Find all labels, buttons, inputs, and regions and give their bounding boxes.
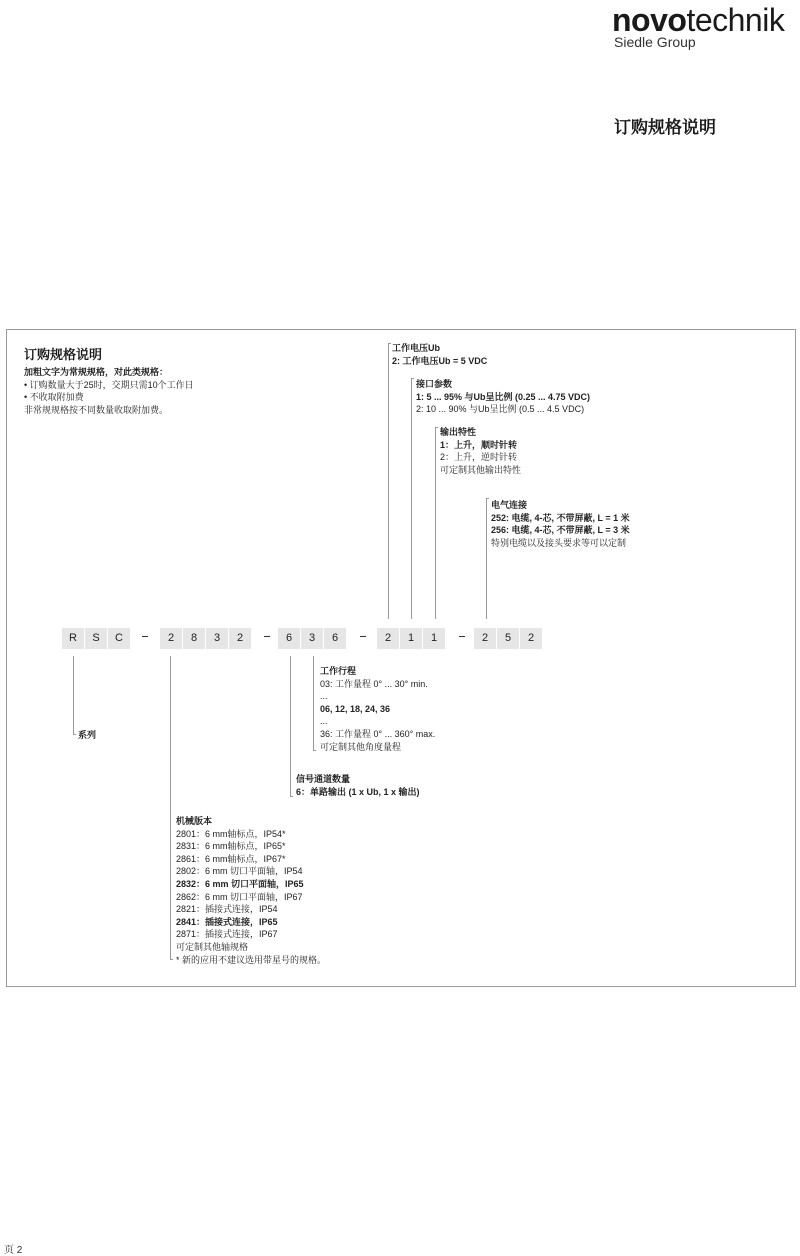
code-cell: 2 xyxy=(520,628,542,649)
code-separator xyxy=(459,636,465,637)
option-voltage xyxy=(392,342,487,367)
option-line: 2: 工作电压Ub = 5 VDC xyxy=(392,355,488,366)
option-line: 2: 10 ... 90% 与Ub呈比例 (0.5 ... 4.5 VDC) xyxy=(416,404,585,415)
leader-voltage-tick xyxy=(388,343,391,344)
note-line: 加粗文字为常规规格，对此类规格： xyxy=(24,367,169,377)
option-output xyxy=(440,426,521,476)
brand-logo: novotechnik xyxy=(612,2,785,38)
code-cell: 3 xyxy=(301,628,323,649)
leader-channels-tick xyxy=(290,796,293,797)
leader-travel xyxy=(313,656,314,750)
leader-mechanical xyxy=(170,656,171,959)
note-line: • 不收取附加费 xyxy=(24,392,84,403)
code-cell: 2 xyxy=(474,628,496,649)
option-line: 2831：6 mm轴标点，IP65* xyxy=(176,841,286,852)
leader-mechanical-tick xyxy=(170,959,173,960)
option-line: 256: 电缆, 4-芯, 不带屏蔽, L = 3 米 xyxy=(491,525,630,536)
option-line: 2801：6 mm轴标点，IP54* xyxy=(176,828,286,839)
option-line: 可定制其他输出特性 xyxy=(440,464,522,475)
option-line: 可定制其他轴规格 xyxy=(176,941,249,952)
code-separator xyxy=(360,636,366,637)
option-title: 系列 xyxy=(78,730,97,740)
code-cell: 3 xyxy=(206,628,228,649)
option-title: 工作行程 xyxy=(320,666,357,676)
option-line: 36: 工作量程 0° ... 360° max. xyxy=(320,728,436,739)
leader-voltage xyxy=(388,343,389,619)
option-line: 2871：插接式连接，IP67 xyxy=(176,929,278,940)
code-cell: 5 xyxy=(497,628,519,649)
code-cell: 1 xyxy=(423,628,445,649)
box-notes xyxy=(24,366,194,416)
code-cell: 2 xyxy=(229,628,251,649)
option-line: 2802：6 mm 切口平面轴，IP54 xyxy=(176,866,303,877)
code-cell: 2 xyxy=(377,628,399,649)
page-number: 页 2 xyxy=(4,1245,23,1256)
option-line: ... xyxy=(320,716,328,727)
note-line: 非常规规格按不同数量收取附加费。 xyxy=(24,404,169,415)
option-line: * 新的应用不建议选用带星号的规格。 xyxy=(176,954,327,965)
code-cell: 6 xyxy=(324,628,346,649)
option-interface xyxy=(416,378,590,416)
box-title: 订购规格说明 xyxy=(24,347,103,362)
option-line: 可定制其他角度量程 xyxy=(320,741,402,752)
option-channels xyxy=(296,773,420,798)
code-separator xyxy=(264,636,270,637)
option-travel xyxy=(320,665,435,753)
leader-travel-tick xyxy=(313,750,316,751)
code-cell: S xyxy=(85,628,107,649)
code-cell: C xyxy=(108,628,130,649)
leader-electrical xyxy=(486,498,487,619)
option-title: 机械版本 xyxy=(176,816,213,826)
note-line: • 订购数量大于25时，交期只需10个工作日 xyxy=(24,379,194,390)
leader-interface-tick xyxy=(411,378,414,379)
option-title: 接口参数 xyxy=(416,379,453,389)
code-cell: R xyxy=(62,628,84,649)
option-line: ... xyxy=(320,691,328,702)
option-electrical xyxy=(491,499,630,549)
option-title: 信号通道数量 xyxy=(296,774,351,784)
option-line: 2821：插接式连接，IP54 xyxy=(176,904,278,915)
option-line: 03: 工作量程 0° ... 30° min. xyxy=(320,678,428,689)
option-mechanical xyxy=(176,815,326,966)
leader-series xyxy=(73,656,74,734)
option-line: 2862：6 mm 切口平面轴，IP67 xyxy=(176,891,303,902)
leader-channels xyxy=(290,656,291,796)
option-line: 2841：插接式连接，IP65 xyxy=(176,916,278,927)
leader-output-tick xyxy=(435,427,438,428)
option-title: 电气连接 xyxy=(491,500,528,510)
option-line: 2861：6 mm轴标点，IP67* xyxy=(176,853,286,864)
option-title: 工作电压Ub xyxy=(392,343,440,353)
option-line: 2832：6 mm 切口平面轴，IP65 xyxy=(176,878,304,889)
code-cell: 1 xyxy=(400,628,422,649)
option-line: 特别电缆以及接头要求等可以定制 xyxy=(491,537,627,548)
option-line: 252: 电缆, 4-芯, 不带屏蔽, L = 1 米 xyxy=(491,512,630,523)
ordering-key-box xyxy=(6,329,796,987)
leader-electrical-tick xyxy=(486,498,489,499)
leader-series-tick xyxy=(73,734,76,735)
code-separator xyxy=(142,636,148,637)
option-line: 6：单路输出 (1 x Ub, 1 x 输出) xyxy=(296,786,420,797)
option-line: 1: 5 ... 95% 与Ub呈比例 (0.25 ... 4.75 VDC) xyxy=(416,391,591,402)
option-line: 06, 12, 18, 24, 36 xyxy=(320,703,391,714)
code-cell: 8 xyxy=(183,628,205,649)
option-line: 2：上升，逆时针转 xyxy=(440,452,518,463)
brand-subtitle: Siedle Group xyxy=(614,34,696,50)
option-title: 输出特性 xyxy=(440,427,477,437)
leader-output xyxy=(435,427,436,619)
leader-interface xyxy=(411,378,412,619)
option-line: 1：上升，顺时针转 xyxy=(440,439,518,450)
option-series xyxy=(78,729,96,742)
code-cell: 6 xyxy=(278,628,300,649)
code-cell: 2 xyxy=(160,628,182,649)
page-title: 订购规格说明 xyxy=(614,118,716,137)
